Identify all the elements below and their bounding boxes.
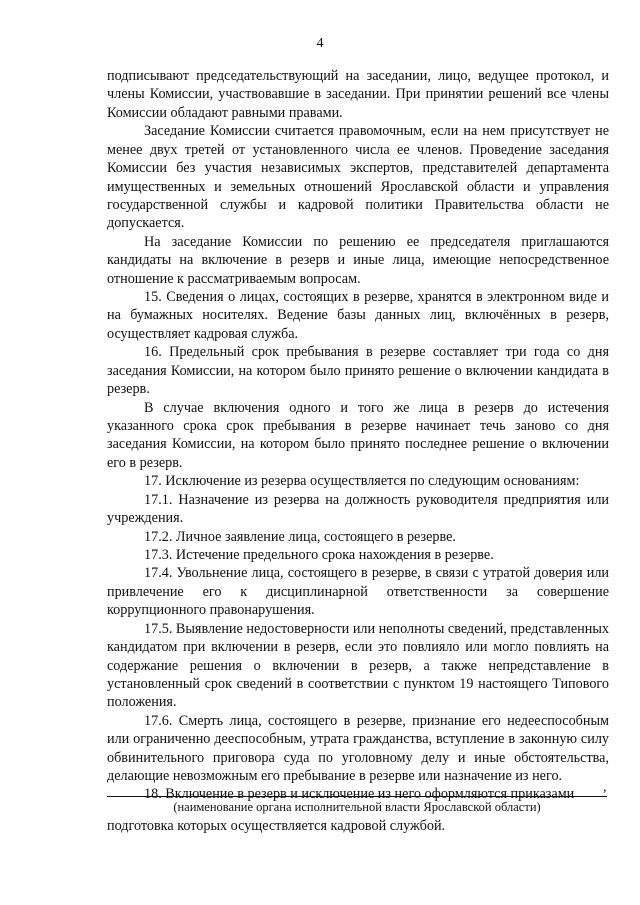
paragraph-item-16-note: В случае включения одного и того же лица в резерв до истечения указанного срока срок пребывания в резерве начинает течь заново со дня заседания Комиссии, на котором было принято последнее решение о включении его в резерв.	[107, 399, 609, 471]
paragraph-item-17-1: 17.1. Назначение из резерва на должность руководителя предприятия или учреждения.	[107, 491, 609, 527]
page-number: 4	[316, 36, 324, 51]
paragraph-item-17: 17. Исключение из резерва осуществляется по следующим основаниям:	[144, 473, 580, 490]
form-fill-caption: (наименование органа исполнительной власти Ярославской области)	[173, 800, 541, 814]
paragraph-item-17-5: 17.5. Выявление недостоверности или неполноты сведений, представленных кандидатом при включении в резерв, если это повлияло или могло повлиять на содержание решения о включении в резерв, а также непредставление в установленный срок сведений в соответствии с пунктом 19 настоящего Типового положения.	[107, 620, 609, 711]
paragraph-item-17-4: 17.4. Увольнение лица, состоящего в резерве, в связи с утратой доверия или привлечение его к дисциплинарной ответственности за совершение коррупционного правонарушения.	[107, 565, 609, 619]
paragraph-1: подписывают председательствующий на заседании, лицо, ведущее протокол, и члены Комиссии, участвовавшие в заседании. При принятии решений все члены Комиссии обладают равными правами.	[107, 68, 609, 121]
closing-text: подготовка которых осуществляется кадровой службой.	[107, 818, 446, 834]
paragraph-item-16: 16. Предельный срок пребывания в резерве составляет три года со дня заседания Комиссии, на котором было принято решение о включении кандидата в резерв.	[107, 344, 609, 398]
document-body	[107, 67, 609, 804]
paragraph-item-15: 15. Сведения о лицах, состоящих в резерве, хранятся в электронном виде и на бумажных носителях. Ведение базы данных лиц, включённых в резерв, осуществляет кадровая служба.	[107, 289, 609, 342]
paragraph-2: Заседание Комиссии считается правомочным, если на нем присутствует не менее двух третей от установленного числа ее членов. Проведение заседания Комиссии без участия независимых экспертов, представителей департамента имущественных и земельных отношений Ярославской области и управления государственной службы и кадровой политики Правительства области не допускается.	[107, 123, 609, 232]
paragraph-item-17-6: 17.6. Смерть лица, состоящего в резерве, признание его недееспособным или ограниченно дееспособным, утрата гражданства, вступление в законную силу обвинительного приговора суда по уголовному делу и иные обстоятельства, делающие невозможным его пребывание в резерве или назначение из него.	[107, 712, 609, 785]
paragraph-item-17-2: 17.2. Личное заявление лица, состоящего в резерве.	[144, 528, 456, 545]
paragraph-item-18: 18. Включение в резерв и исключение из него оформляются приказами	[144, 786, 575, 803]
form-fill-line	[107, 796, 607, 797]
paragraph-3: На заседание Комиссии по решению ее председателя приглашаются кандидаты на включение в резерв и иные лица, имеющие непосредственное отношение к рассматриваемым вопросам.	[107, 233, 609, 287]
paragraph-item-17-3: 17.3. Истечение предельного срока нахождения в резерве.	[144, 546, 494, 563]
form-fill-comma: ,	[603, 780, 607, 795]
